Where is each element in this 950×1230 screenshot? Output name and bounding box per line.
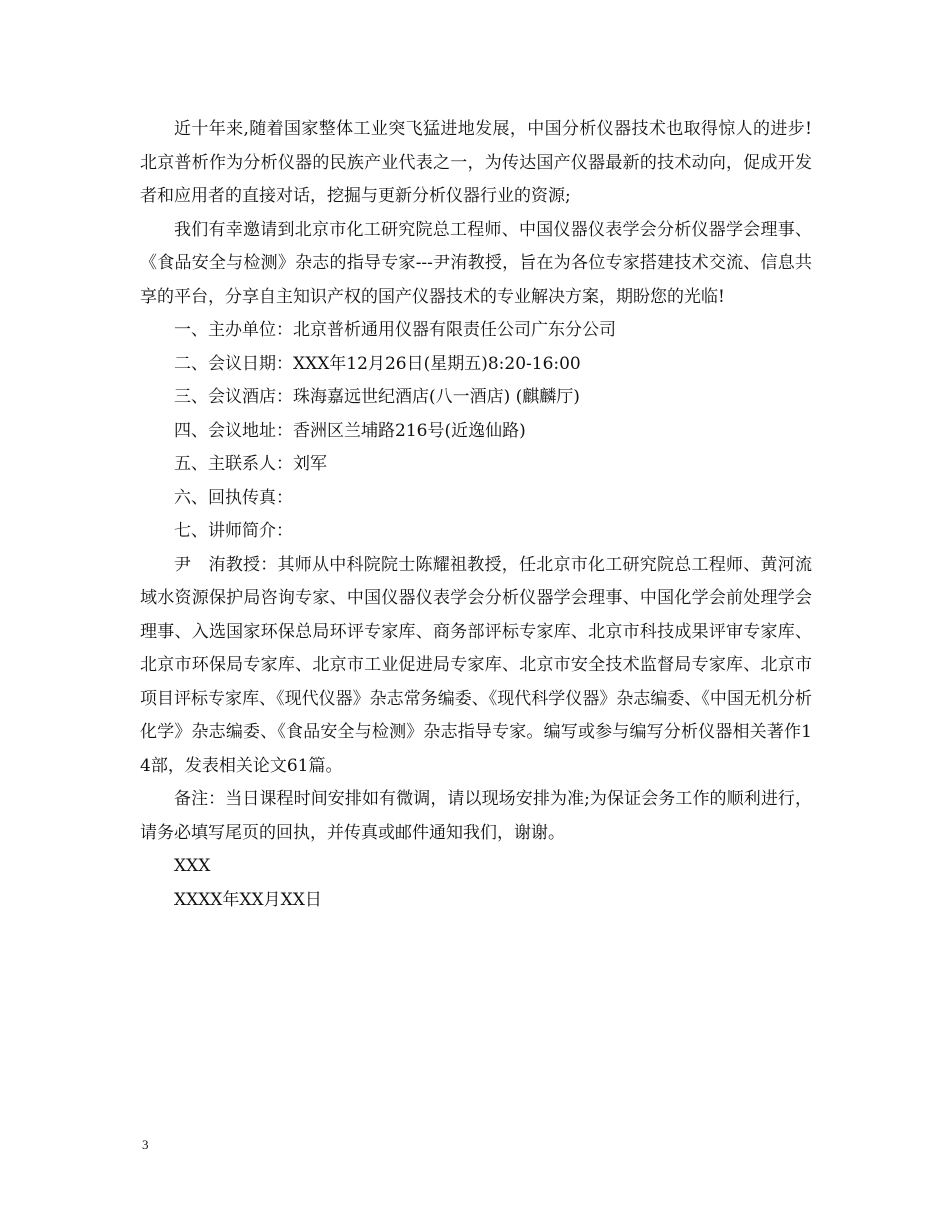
item-reply-fax: 六、回执传真：: [174, 487, 293, 508]
paragraph-lecturer-bio: 尹 洧教授：其师从中科院院士陈耀祖教授，任北京市化工研究院总工程师、黄河流域水资源保护局咨询专家、中国仪器仪表学会分析仪器学会理事、中国化学会前处理学会理事、入选国家环保总局环评专家库、商务部评标专家库、北京市科技成果评审专家库、北京市环保局专家库、北京市工业促进局专家库、北京市安全技术监督局专家库、北京市项目评标专家库、《现代仪器》杂志常务编委、《现代科学仪器》杂志编委、《中国无机分析化学》杂志编委、《食品安全与检测》杂志指导专家。编写或参与编写分析仪器相关著作14部，发表相关论文61篇。: [140, 554, 812, 776]
item-meeting-address: 四、会议地址：香洲区兰埔路216号(近逸仙路): [174, 420, 526, 441]
item-meeting-date: 二、会议日期：XXX年12月26日(星期五)8:20-16:00: [174, 353, 581, 374]
item-organizer: 一、主办单位：北京普析通用仪器有限责任公司广东分公司: [174, 320, 616, 340]
item-meeting-hotel: 三、会议酒店：珠海嘉远世纪酒店(八一酒店) (麒麟厅): [174, 387, 580, 407]
signature-name: XXX: [174, 856, 211, 876]
document-body: [140, 113, 812, 917]
paragraph-remarks: 备注：当日课程时间安排如有微调，请以现场安排为准;为保证会务工作的顺利进行，请务必填写尾页的回执，并传真或邮件通知我们，谢谢。: [140, 789, 812, 843]
paragraph-invitation: 我们有幸邀请到北京市化工研究院总工程师、中国仪器仪表学会分析仪器学会理事、《食品安全与检测》杂志的指导专家---尹洧教授，旨在为各位专家搭建技术交流、信息共享的平台，分享自主知识产权的国产仪器技术的专业解决方案，期盼您的光临!: [140, 219, 812, 307]
item-lecturer-intro: 七、讲师简介：: [174, 521, 293, 541]
item-contact-person: 五、主联系人：刘军: [174, 454, 327, 474]
page-number: 3: [142, 1137, 149, 1152]
signature-date: XXXX年XX月XX日: [174, 889, 322, 910]
paragraph-intro: 近十年来,随着国家整体工业突飞猛进地发展，中国分析仪器技术也取得惊人的进步!北京普析作为分析仪器的民族产业代表之一，为传达国产仪器最新的技术动向，促成开发者和应用者的直接对话，挖掘与更新分析仪器行业的资源;: [140, 119, 812, 206]
